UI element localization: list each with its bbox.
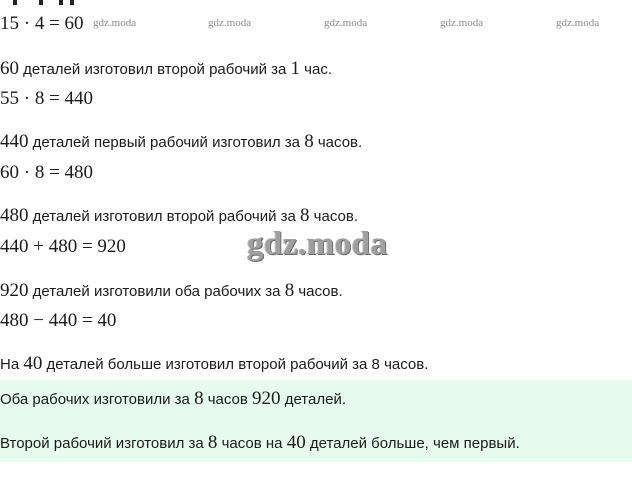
watermark: gdz.moda [324,17,368,29]
watermark: gdz.moda [556,17,600,29]
watermark: gdz.moda [93,17,137,29]
conclusion-line: На 40 деталей больше изготовил второй рабочий за 8 часов. [0,353,429,374]
explanation-line: 60 деталей изготовил второй рабочий за 1 час. [0,58,333,79]
equation: 440 + 480 = 920 [0,236,126,257]
equation: 480 − 440 = 40 [0,310,117,331]
answer-line: Второй рабочий изготовил за 8 часов на 40 деталей больше, чем первый. [0,432,520,453]
cropped-line-fragment [0,0,80,6]
answer-line: Оба рабочих изготовили за 8 часов 920 деталей. [0,388,346,409]
equation: 60 · 8 = 480 [0,162,94,183]
watermark: gdz.moda [208,17,252,29]
explanation-line: 920 деталей изготовили оба рабочих за 8 часов. [0,280,343,301]
watermark: gdz.moda [440,17,484,29]
equation: 55 · 8 = 440 [0,88,94,109]
watermark-logo: gdz.moda [247,226,388,262]
equation: 15 · 4 = 60 [0,13,84,34]
explanation-line: 440 деталей первый рабочий изготовил за 8 часов. [0,131,363,152]
explanation-line: 480 деталей изготовил второй рабочий за 8 часов. [0,205,358,226]
